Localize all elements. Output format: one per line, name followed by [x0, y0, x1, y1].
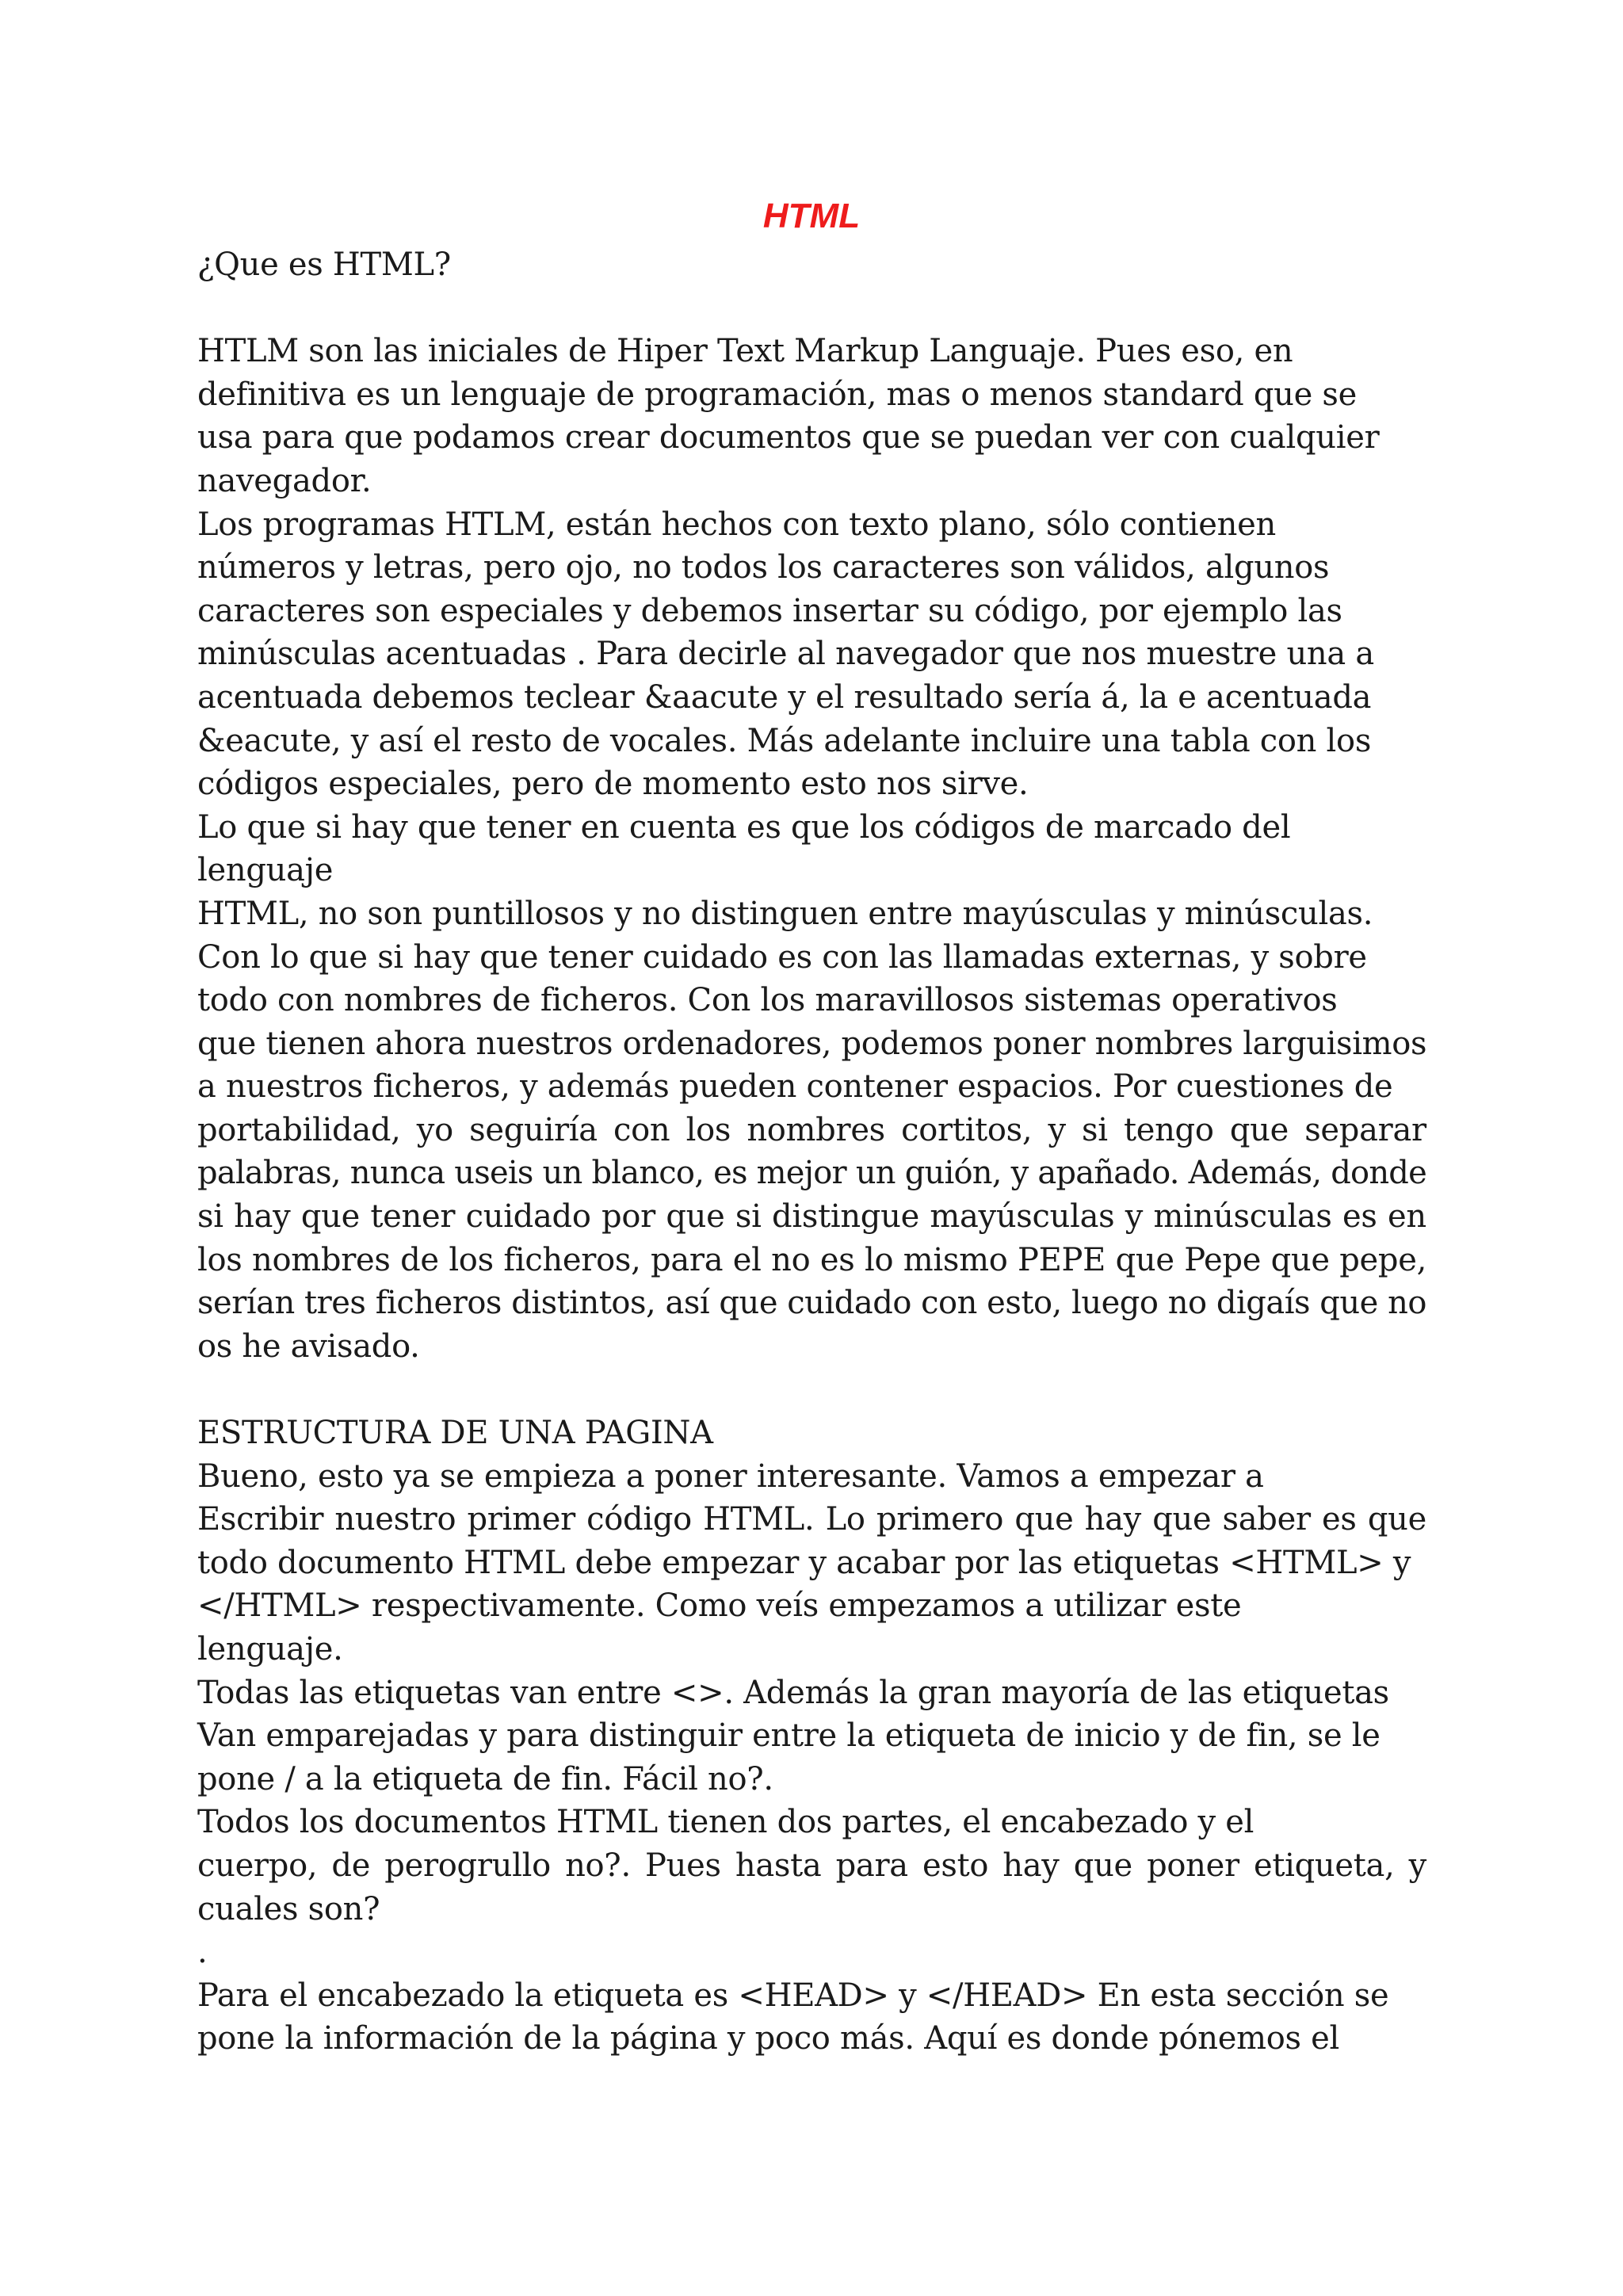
- text-line: lenguaje.: [197, 1631, 343, 1668]
- paragraph-intro: [197, 330, 1426, 1368]
- text-line: que tienen ahora nuestros ordenadores, podemos poner nombres larguisimos: [197, 1025, 1427, 1062]
- word: ficheros,: [503, 1241, 641, 1278]
- word: mayúsculas: [930, 1198, 1115, 1236]
- word: saber: [1222, 1501, 1311, 1538]
- word: en: [1388, 1198, 1426, 1236]
- word: hay: [234, 1198, 291, 1236]
- word: de: [331, 1847, 371, 1884]
- text-line: .: [197, 1934, 208, 1971]
- word: es: [819, 1241, 855, 1278]
- text-line: cuales son?: [197, 1890, 380, 1927]
- word: Lo: [825, 1501, 865, 1538]
- word: nombres: [252, 1241, 391, 1278]
- text-line: minúsculas acentuadas . Para decirle al navegador que nos muestre una a: [197, 636, 1374, 673]
- word: con: [613, 1111, 670, 1148]
- word: y: [1048, 1111, 1066, 1148]
- text-line: Con lo que si hay que tener cuidado es con las llamadas externas, y sobre: [197, 938, 1367, 976]
- word: pepe,: [1339, 1241, 1426, 1278]
- word: distingue: [772, 1198, 919, 1236]
- word: y: [1408, 1847, 1426, 1884]
- word: que: [1270, 1241, 1330, 1278]
- word: yo: [416, 1111, 453, 1148]
- text-line: todo documento HTML debe empezar y acabar por las etiquetas <HTML> y: [197, 1544, 1411, 1581]
- blank-line: [197, 1368, 1426, 1412]
- text-line-justified: [197, 1498, 1426, 1541]
- text-line: HTLM son las iniciales de Hiper Text Markup Languaje. Pues eso, en: [197, 333, 1293, 370]
- word: primer: [467, 1501, 575, 1538]
- text-line-justified: [197, 1844, 1426, 1888]
- word: lo: [864, 1241, 894, 1278]
- word: que: [666, 1198, 725, 1236]
- word: esto: [922, 1847, 989, 1884]
- text-line-justified: [197, 1109, 1426, 1152]
- text-line: </HTML> respectivamente. Como veís empezamos a utilizar este: [197, 1587, 1242, 1625]
- blank-line: [197, 287, 1426, 330]
- word: código: [586, 1501, 692, 1538]
- word: primero: [876, 1501, 1004, 1538]
- word: Pues: [645, 1847, 721, 1884]
- word: los: [449, 1241, 494, 1278]
- text-line: serían tres ficheros distintos, así que cuidado con esto, luego no digaís que no: [197, 1285, 1426, 1322]
- text-line: Para el encabezado la etiqueta es <HEAD> y </HEAD> En esta sección se: [197, 1977, 1389, 2014]
- word: hasta: [735, 1847, 822, 1884]
- text-line: HTML, no son puntillosos y no distinguen entre mayúsculas y minúsculas.: [197, 895, 1373, 932]
- text-line: números y letras, pero ojo, no todos los caracteres son válidos, algunos: [197, 549, 1330, 586]
- text-line: lenguaje: [197, 852, 334, 889]
- text-line: pone / a la etiqueta de fin. Fácil no?.: [197, 1760, 773, 1797]
- word: cuidado: [465, 1198, 591, 1236]
- word: los: [685, 1111, 731, 1148]
- word: los: [197, 1241, 242, 1278]
- word: para: [835, 1847, 908, 1884]
- text-line: Lo que si hay que tener en cuenta es que los códigos de marcado del: [197, 808, 1291, 846]
- word: nombres: [747, 1111, 885, 1148]
- word: que: [1152, 1501, 1212, 1538]
- text-line: Van emparejadas y para distinguir entre la etiqueta de inicio y de fin, se le: [197, 1717, 1381, 1755]
- text-line: Todos los documentos HTML tienen dos partes, el encabezado y el: [197, 1804, 1254, 1841]
- word: si: [1082, 1111, 1108, 1148]
- text-line: navegador.: [197, 462, 372, 499]
- text-line: caracteres son especiales y debemos insertar su código, por ejemplo las: [197, 592, 1342, 629]
- text-line: Bueno, esto ya se empieza a poner interesante. Vamos a empezar a: [197, 1457, 1264, 1495]
- word: que: [1367, 1501, 1426, 1538]
- text-line: todo con nombres de ficheros. Con los maravillosos sistemas operativos: [197, 982, 1338, 1019]
- text-line: os he avisado.: [197, 1328, 420, 1365]
- word: nuestro: [334, 1501, 456, 1538]
- word: HTML.: [703, 1501, 815, 1538]
- text-line: a nuestros ficheros, y además pueden contener espacios. Por cuestiones de: [197, 1068, 1393, 1106]
- word: Escribir: [197, 1501, 324, 1538]
- word: perogrullo: [384, 1847, 551, 1884]
- word: etiqueta,: [1253, 1847, 1395, 1884]
- word: no?.: [565, 1847, 631, 1884]
- word: y: [1125, 1198, 1144, 1236]
- document-body: [197, 243, 1426, 2061]
- word: de: [400, 1241, 439, 1278]
- word: por: [601, 1198, 655, 1236]
- word: minúsculas: [1153, 1198, 1332, 1236]
- question-heading: ¿Que es HTML?: [197, 246, 451, 283]
- word: cuerpo,: [197, 1847, 318, 1884]
- word: si: [197, 1198, 223, 1236]
- word: que: [1073, 1847, 1132, 1884]
- word: que: [1229, 1111, 1289, 1148]
- word: que: [1014, 1501, 1074, 1538]
- text-line: palabras, nunca useis un blanco, es mejor un guión, y apañado. Además, donde: [197, 1155, 1427, 1192]
- text-line: &eacute, y así el resto de vocales. Más adelante incluire una tabla con los: [197, 722, 1372, 759]
- word: el: [732, 1241, 762, 1278]
- word: portabilidad,: [197, 1111, 401, 1148]
- text-line: Todas las etiquetas van entre <>. Además la gran mayoría de las etiquetas: [197, 1674, 1389, 1711]
- text-line: acentuada debemos teclear &aacute y el resultado sería á, la e acentuada: [197, 678, 1372, 716]
- text-line-justified: [197, 1239, 1426, 1282]
- text-line: pone la información de la página y poco más. Aquí es donde pónemos el: [197, 2020, 1339, 2057]
- word: hay: [1084, 1501, 1141, 1538]
- word: hay: [1002, 1847, 1060, 1884]
- word: Pepe: [1184, 1241, 1262, 1278]
- word: PEPE: [1018, 1241, 1106, 1278]
- word: es: [1322, 1501, 1357, 1538]
- word: que: [300, 1198, 360, 1236]
- word: tener: [370, 1198, 456, 1236]
- word: que: [1115, 1241, 1174, 1278]
- paragraph-structure: [197, 1455, 1426, 2061]
- word: mismo: [903, 1241, 1008, 1278]
- section-heading: ESTRUCTURA DE UNA PAGINA: [197, 1415, 713, 1452]
- word: para: [651, 1241, 724, 1278]
- word: es: [1342, 1198, 1377, 1236]
- text-line-justified: [197, 1195, 1426, 1239]
- text-line: definitiva es un lenguaje de programación, mas o menos standard que se: [197, 376, 1358, 413]
- text-line: usa para que podamos crear documentos que se puedan ver con cualquier: [197, 419, 1380, 457]
- word: no: [771, 1241, 811, 1278]
- word: si: [735, 1198, 762, 1236]
- word: tengo: [1123, 1111, 1214, 1148]
- word: cortitos,: [901, 1111, 1033, 1148]
- text-line: códigos especiales, pero de momento esto nos sirve.: [197, 766, 1029, 803]
- document-title: HTML: [762, 197, 861, 235]
- word: poner: [1147, 1847, 1239, 1884]
- text-line: Los programas HTLM, están hechos con texto plano, sólo contienen: [197, 506, 1276, 543]
- word: seguiría: [469, 1111, 598, 1148]
- word: separar: [1304, 1111, 1426, 1148]
